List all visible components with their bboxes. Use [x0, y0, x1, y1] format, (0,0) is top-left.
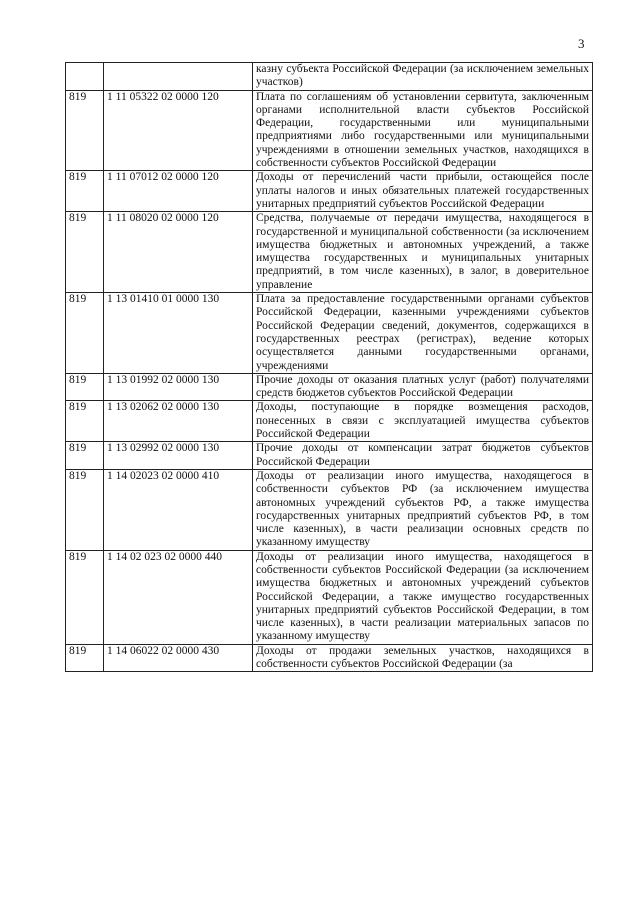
table-row: [66, 373, 593, 401]
table-row: [66, 63, 593, 91]
description-cell: Доходы, поступающие в порядке возмещения расходов, понесенных в связи с эксплуатацией имущества субъектов Российской Федерации: [253, 401, 593, 442]
table-row: [66, 401, 593, 442]
admin-code-cell: 819: [66, 293, 104, 374]
description-cell: Плата за предоставление государственными органами субъектов Российской Федерации, казенными учреждениями субъектов Российской Федерации сведений, документов, содержащихся в государственных реестрах (регистрах), ведение которых осуществляется данными государственными органами, учреждениями: [253, 293, 593, 374]
description-cell: Средства, получаемые от передачи имущества, находящегося в государственной и муниципальной собственности (за исключением имущества бюджетных и автономных учреждений, а также имущества государственных и муниципальных унитарных предприятий, в том числе казенных), в залог, в доверительное управление: [253, 212, 593, 293]
admin-code-cell: 819: [66, 171, 104, 212]
description-cell: Доходы от продажи земельных участков, находящихся в собственности субъектов Российской Федерации (за: [253, 644, 593, 672]
budget-code-cell: 1 11 05322 02 0000 120: [104, 90, 253, 171]
admin-code-cell: 819: [66, 212, 104, 293]
description-cell: Прочие доходы от компенсации затрат бюджетов субъектов Российской Федерации: [253, 442, 593, 470]
budget-code-cell: 1 11 08020 02 0000 120: [104, 212, 253, 293]
table-row: [66, 442, 593, 470]
description-cell: Плата по соглашениям об установлении сервитута, заключенным органами исполнительной власти субъектов Российской Федерации, государственными или муниципальными предприятиями либо государственными или муниципальными учреждениями в отношении земельных участков, находящихся в собственности субъектов Российской Федерации: [253, 90, 593, 171]
budget-code-cell: 1 14 02023 02 0000 410: [104, 469, 253, 550]
admin-code-cell: [66, 63, 104, 91]
table-row: [66, 550, 593, 644]
description-cell: Доходы от реализации иного имущества, находящегося в собственности субъектов Российской Федерации (за исключением имущества бюджетных и автономных учреждений субъектов Российской Федерации, а также имущество государственных унитарных предприятий субъектов Российской Федерации, в том числе казенных), в части реализации материальных запасов по указанному имуществу: [253, 550, 593, 644]
table-row: [66, 644, 593, 672]
page-number: 3: [578, 36, 585, 51]
description-cell: казну субъекта Российской Федерации (за исключением земельных участков): [253, 63, 593, 91]
budget-code-cell: 1 11 07012 02 0000 120: [104, 171, 253, 212]
admin-code-cell: 819: [66, 401, 104, 442]
admin-code-cell: 819: [66, 373, 104, 401]
budget-code-cell: 1 14 02 023 02 0000 440: [104, 550, 253, 644]
budget-code-cell: 1 13 01992 02 0000 130: [104, 373, 253, 401]
table-row: [66, 293, 593, 374]
revenue-codes-table: [65, 62, 593, 672]
description-cell: Прочие доходы от оказания платных услуг (работ) получателями средств бюджетов субъектов Российской Федерации: [253, 373, 593, 401]
admin-code-cell: 819: [66, 90, 104, 171]
admin-code-cell: 819: [66, 550, 104, 644]
budget-code-cell: 1 13 02062 02 0000 130: [104, 401, 253, 442]
budget-code-cell: [104, 63, 253, 91]
budget-code-cell: 1 13 01410 01 0000 130: [104, 293, 253, 374]
table-row: [66, 171, 593, 212]
budget-code-cell: 1 13 02992 02 0000 130: [104, 442, 253, 470]
admin-code-cell: 819: [66, 469, 104, 550]
admin-code-cell: 819: [66, 442, 104, 470]
description-cell: Доходы от реализации иного имущества, находящегося в собственности субъектов РФ (за исключением имущества автономных учреждений субъектов РФ, а также имущества государственных унитарных предприятий субъектов РФ, в том числе казенных), в части реализации основных средств по указанному имуществу: [253, 469, 593, 550]
budget-code-cell: 1 14 06022 02 0000 430: [104, 644, 253, 672]
admin-code-cell: 819: [66, 644, 104, 672]
table-row: [66, 469, 593, 550]
table-row: [66, 90, 593, 171]
description-cell: Доходы от перечислений части прибыли, остающейся после уплаты налогов и иных обязательных платежей государственных унитарных предприятий субъектов Российской Федерации: [253, 171, 593, 212]
table-row: [66, 212, 593, 293]
